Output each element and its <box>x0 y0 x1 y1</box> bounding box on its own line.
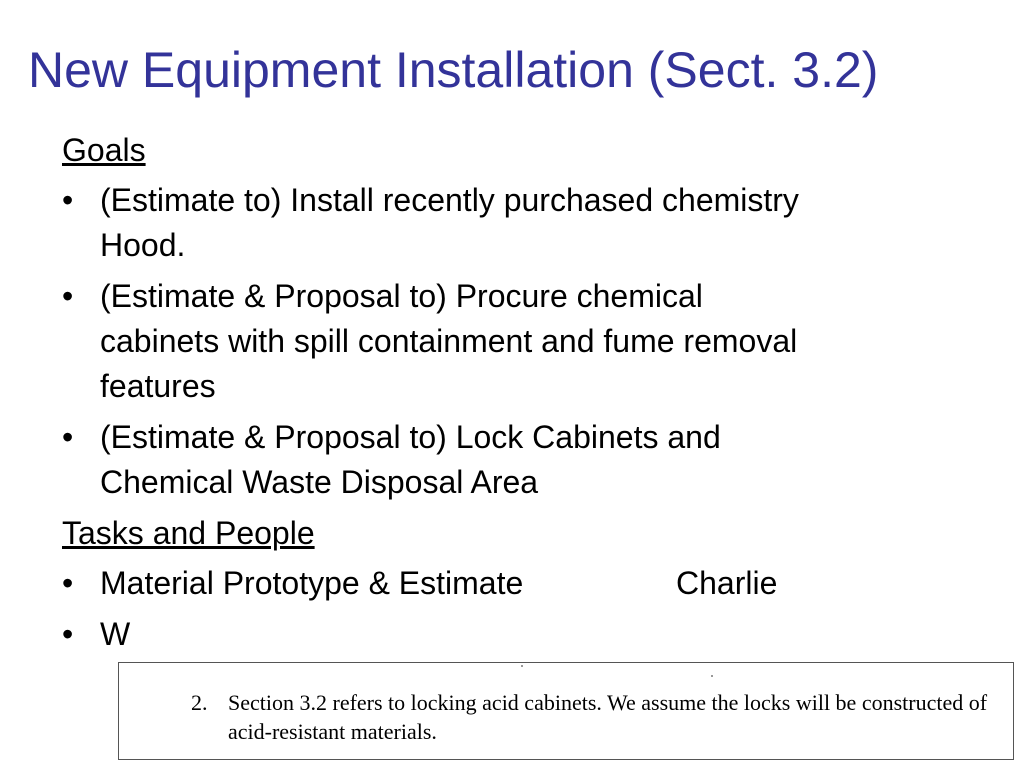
bullet-icon: • <box>62 182 74 218</box>
task-item-1-person: Charlie <box>676 565 778 601</box>
goal-item-1-line-2: Hood. <box>100 227 186 263</box>
tasks-heading: Tasks and People <box>62 515 315 551</box>
bullet-icon: • <box>62 278 74 314</box>
goal-item-2 <box>62 274 992 409</box>
goal-item-2-line-2: cabinets with spill containment and fume removal <box>100 323 798 359</box>
scanned-note-overlay <box>118 662 1014 760</box>
goal-item-3 <box>62 415 992 505</box>
note-text: Section 3.2 refers to locking acid cabinets. We assume the locks will be constructed of acid-resistant materials. <box>228 690 988 744</box>
task-item-1 <box>62 561 992 606</box>
scan-speck <box>521 665 523 667</box>
task-item-1-task: Material Prototype & Estimate <box>100 565 524 601</box>
slide-content <box>62 128 992 663</box>
goals-heading: Goals <box>62 132 146 168</box>
scan-speck <box>711 675 713 677</box>
goal-item-1-line-1: (Estimate to) Install recently purchased chemistry <box>100 182 799 218</box>
goal-item-2-line-1: (Estimate & Proposal to) Procure chemical <box>100 278 703 314</box>
bullet-icon: • <box>62 565 74 601</box>
goal-item-3-line-2: Chemical Waste Disposal Area <box>100 464 539 500</box>
goal-item-2-line-3: features <box>100 368 216 404</box>
bullet-icon: • <box>62 616 74 652</box>
note-number: 2. <box>191 690 208 715</box>
task-item-2 <box>62 612 992 657</box>
bullet-icon: • <box>62 419 74 455</box>
slide-title: New Equipment Installation (Sect. 3.2) <box>28 42 879 98</box>
goal-item-3-line-1: (Estimate & Proposal to) Lock Cabinets and <box>100 419 721 455</box>
task-item-2-task: W <box>100 616 131 652</box>
goal-item-1 <box>62 178 992 268</box>
